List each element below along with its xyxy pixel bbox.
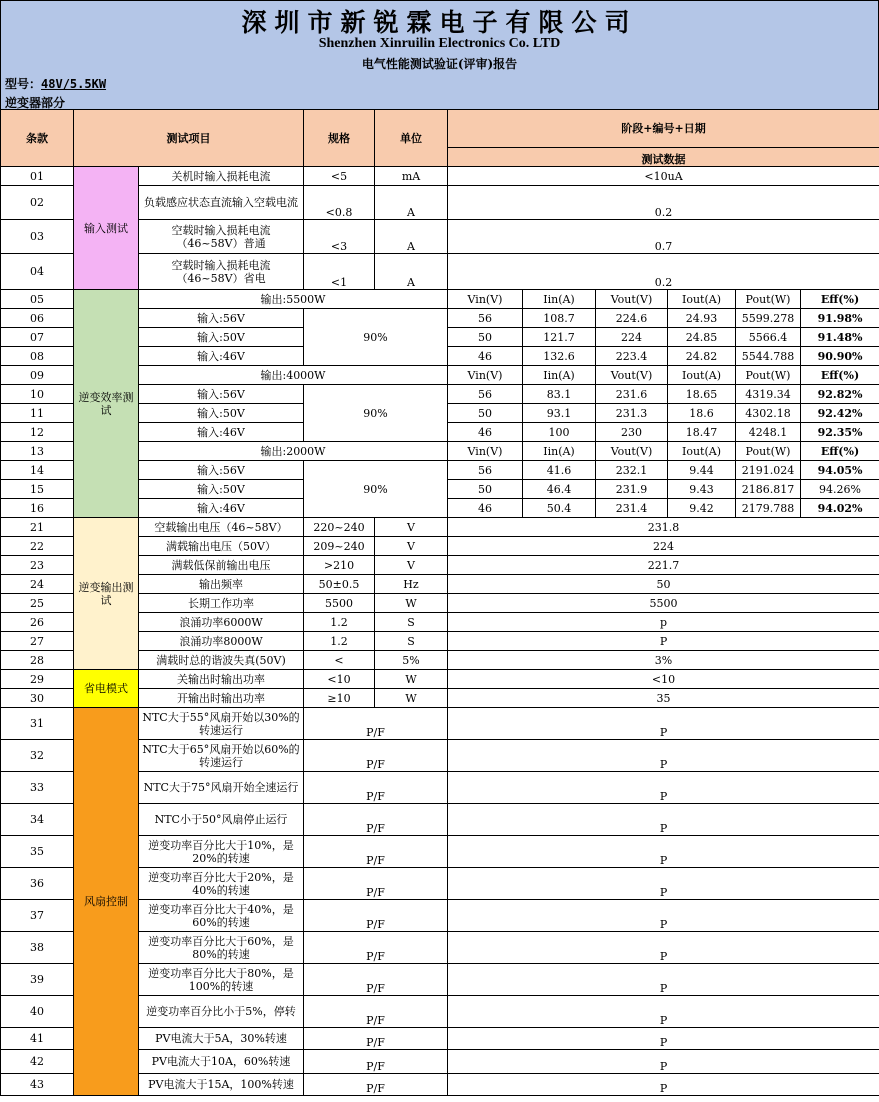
test-item: 空载时输入损耗电流（46~58V）省电 — [139, 254, 304, 290]
efficiency-column-header: Vin(V) — [448, 290, 523, 309]
efficiency-iin: 50.4 — [523, 499, 596, 518]
model-label: 型号： — [5, 77, 42, 91]
efficiency-column-header: Iout(A) — [668, 290, 736, 309]
item-no: 36 — [1, 868, 74, 900]
efficiency-column-header: Vin(V) — [448, 442, 523, 461]
efficiency-eff: 94.26% — [801, 480, 879, 499]
item-no: 30 — [1, 689, 74, 708]
spec: <1 — [304, 254, 375, 290]
test-item: 输入:56V — [139, 309, 304, 328]
unit: S — [375, 632, 448, 651]
test-item: 空载时输入损耗电流（46~58V）普通 — [139, 220, 304, 254]
efficiency-pout: 2179.788 — [736, 499, 801, 518]
test-value: P — [448, 1050, 879, 1074]
test-value: 221.7 — [448, 556, 879, 575]
test-value: P — [448, 932, 879, 964]
category-input-test: 输入测试 — [74, 167, 139, 290]
test-value: 50 — [448, 575, 879, 594]
test-item: NTC小于50°风扇停止运行 — [139, 804, 304, 836]
test-item: 满载时总的谐波失真(50V) — [139, 651, 304, 670]
efficiency-group-title: 输出:4000W — [139, 366, 448, 385]
header-test-data: 测试数据 — [448, 148, 879, 167]
item-no: 04 — [1, 254, 74, 290]
efficiency-iout: 18.65 — [668, 385, 736, 404]
unit: W — [375, 670, 448, 689]
efficiency-column-header: Iout(A) — [668, 366, 736, 385]
efficiency-iin: 100 — [523, 423, 596, 442]
test-value: P — [448, 996, 879, 1028]
item-no: 28 — [1, 651, 74, 670]
efficiency-column-header: Iin(A) — [523, 442, 596, 461]
model-line — [5, 75, 106, 92]
unit: V — [375, 518, 448, 537]
efficiency-column-header: Iin(A) — [523, 290, 596, 309]
table-row — [1, 167, 879, 186]
efficiency-column-header: Eff(%) — [801, 442, 879, 461]
efficiency-pout: 5566.4 — [736, 328, 801, 347]
efficiency-column-header: Pout(W) — [736, 366, 801, 385]
item-no: 32 — [1, 740, 74, 772]
spec: 220~240 — [304, 518, 375, 537]
unit: W — [375, 594, 448, 613]
efficiency-iin: 41.6 — [523, 461, 596, 480]
test-item: 浪涌功率6000W — [139, 613, 304, 632]
test-value: P — [448, 868, 879, 900]
item-no: 33 — [1, 772, 74, 804]
unit: S — [375, 613, 448, 632]
test-value: P — [448, 740, 879, 772]
efficiency-eff: 94.05% — [801, 461, 879, 480]
efficiency-pout: 4319.34 — [736, 385, 801, 404]
item-no: 24 — [1, 575, 74, 594]
test-item: 输出频率 — [139, 575, 304, 594]
test-item: 输入:50V — [139, 404, 304, 423]
spec: 1.2 — [304, 632, 375, 651]
category-power-saving: 省电模式 — [74, 670, 139, 708]
test-value: 35 — [448, 689, 879, 708]
efficiency-eff: 90.90% — [801, 347, 879, 366]
spec: P/F — [304, 900, 448, 932]
item-no: 38 — [1, 932, 74, 964]
test-item: 负载感应状态直流输入空载电流 — [139, 186, 304, 220]
efficiency-spec: 90% — [304, 309, 448, 366]
test-item: 逆变功率百分比小于5%，停转 — [139, 996, 304, 1028]
test-item: PV电流大于15A，100%转速 — [139, 1074, 304, 1096]
efficiency-vin: 46 — [448, 499, 523, 518]
efficiency-iin: 83.1 — [523, 385, 596, 404]
table-header-row — [1, 110, 879, 148]
efficiency-vin: 46 — [448, 423, 523, 442]
test-item: PV电流大于5A，30%转速 — [139, 1028, 304, 1050]
item-no: 03 — [1, 220, 74, 254]
model-value: 48V/5.5KW — [41, 77, 107, 91]
category-efficiency-test: 逆变效率测试 — [74, 290, 139, 518]
item-no: 39 — [1, 964, 74, 996]
header-test-item: 测试项目 — [74, 110, 304, 167]
header-spec: 规格 — [304, 110, 375, 167]
efficiency-group-title: 输出:5500W — [139, 290, 448, 309]
spec: P/F — [304, 932, 448, 964]
spec: <5 — [304, 167, 375, 186]
efficiency-column-header: Pout(W) — [736, 290, 801, 309]
item-no: 29 — [1, 670, 74, 689]
unit: mA — [375, 167, 448, 186]
test-value: P — [448, 1028, 879, 1050]
item-no: 23 — [1, 556, 74, 575]
test-value: 231.8 — [448, 518, 879, 537]
efficiency-iout: 24.82 — [668, 347, 736, 366]
item-no: 35 — [1, 836, 74, 868]
test-value: P — [448, 804, 879, 836]
efficiency-iout: 9.42 — [668, 499, 736, 518]
unit: V — [375, 537, 448, 556]
test-item: 逆变功率百分比大于40%，是60%的转速 — [139, 900, 304, 932]
efficiency-iin: 132.6 — [523, 347, 596, 366]
header-item-no: 条款 — [1, 110, 74, 167]
test-item: 关机时输入损耗电流 — [139, 167, 304, 186]
spec: P/F — [304, 836, 448, 868]
efficiency-vout: 231.3 — [596, 404, 668, 423]
efficiency-iout: 24.93 — [668, 309, 736, 328]
efficiency-iout: 18.6 — [668, 404, 736, 423]
efficiency-column-header: Iout(A) — [668, 442, 736, 461]
test-value: <10 — [448, 670, 879, 689]
test-item: 逆变功率百分比大于60%，是80%的转速 — [139, 932, 304, 964]
efficiency-eff: 92.35% — [801, 423, 879, 442]
efficiency-vout: 230 — [596, 423, 668, 442]
spec: P/F — [304, 964, 448, 996]
test-item: 空载输出电压（46~58V） — [139, 518, 304, 537]
test-item: 输入:56V — [139, 385, 304, 404]
efficiency-pout: 4302.18 — [736, 404, 801, 423]
test-item: 浪涌功率8000W — [139, 632, 304, 651]
item-no: 09 — [1, 366, 74, 385]
efficiency-pout: 2191.024 — [736, 461, 801, 480]
efficiency-vout: 232.1 — [596, 461, 668, 480]
test-item: 输入:50V — [139, 480, 304, 499]
spec: < — [304, 651, 375, 670]
unit: A — [375, 186, 448, 220]
test-value: 0.7 — [448, 220, 879, 254]
efficiency-iout: 9.44 — [668, 461, 736, 480]
test-report-table — [0, 109, 879, 1096]
efficiency-vin: 56 — [448, 309, 523, 328]
test-value: 224 — [448, 537, 879, 556]
efficiency-column-header: Eff(%) — [801, 366, 879, 385]
item-no: 08 — [1, 347, 74, 366]
item-no: 40 — [1, 996, 74, 1028]
efficiency-vout: 231.4 — [596, 499, 668, 518]
item-no: 12 — [1, 423, 74, 442]
efficiency-vin: 56 — [448, 461, 523, 480]
efficiency-vout: 231.9 — [596, 480, 668, 499]
report-title: 电气性能测试验证(评审)报告 — [361, 57, 518, 71]
test-value: P — [448, 772, 879, 804]
spec: <0.8 — [304, 186, 375, 220]
test-value: P — [448, 708, 879, 740]
company-english-name: Shenzhen Xinruilin Electronics Co. LTD — [318, 36, 561, 51]
unit: A — [375, 254, 448, 290]
efficiency-group-title: 输出:2000W — [139, 442, 448, 461]
item-no: 34 — [1, 804, 74, 836]
unit: 5% — [375, 651, 448, 670]
spec: P/F — [304, 1050, 448, 1074]
item-no: 07 — [1, 328, 74, 347]
report-header — [0, 0, 879, 110]
efficiency-pout: 2186.817 — [736, 480, 801, 499]
test-item: 逆变功率百分比大于10%，是20%的转速 — [139, 836, 304, 868]
table-row — [1, 290, 879, 309]
test-value: P — [448, 900, 879, 932]
item-no: 27 — [1, 632, 74, 651]
efficiency-iin: 108.7 — [523, 309, 596, 328]
spec: 209~240 — [304, 537, 375, 556]
spec: P/F — [304, 740, 448, 772]
efficiency-iin: 121.7 — [523, 328, 596, 347]
spec: P/F — [304, 708, 448, 740]
item-no: 02 — [1, 186, 74, 220]
test-value: P — [448, 632, 879, 651]
header-stage: 阶段+编号+日期 — [448, 110, 879, 148]
section-title: 逆变器部分 — [5, 96, 66, 110]
unit: W — [375, 689, 448, 708]
unit: V — [375, 556, 448, 575]
spec: ≥10 — [304, 689, 375, 708]
efficiency-vin: 56 — [448, 385, 523, 404]
efficiency-eff: 92.82% — [801, 385, 879, 404]
item-no: 05 — [1, 290, 74, 309]
test-item: 输入:46V — [139, 499, 304, 518]
table-row — [1, 670, 879, 689]
spec: P/F — [304, 1028, 448, 1050]
efficiency-vout: 231.6 — [596, 385, 668, 404]
item-no: 21 — [1, 518, 74, 537]
efficiency-column-header: Iin(A) — [523, 366, 596, 385]
item-no: 42 — [1, 1050, 74, 1074]
test-value: p — [448, 613, 879, 632]
item-no: 11 — [1, 404, 74, 423]
spec: 1.2 — [304, 613, 375, 632]
efficiency-vout: 224.6 — [596, 309, 668, 328]
item-no: 01 — [1, 167, 74, 186]
table-row — [1, 708, 879, 740]
test-value: 0.2 — [448, 254, 879, 290]
test-item: 输入:46V — [139, 423, 304, 442]
efficiency-vout: 223.4 — [596, 347, 668, 366]
efficiency-vin: 46 — [448, 347, 523, 366]
header-unit: 单位 — [375, 110, 448, 167]
efficiency-column-header: Vout(V) — [596, 442, 668, 461]
efficiency-iout: 24.85 — [668, 328, 736, 347]
test-value: <10uA — [448, 167, 879, 186]
item-no: 15 — [1, 480, 74, 499]
efficiency-column-header: Pout(W) — [736, 442, 801, 461]
spec: 50±0.5 — [304, 575, 375, 594]
item-no: 22 — [1, 537, 74, 556]
test-item: NTC大于55°风扇开始以30%的转速运行 — [139, 708, 304, 740]
efficiency-eff: 92.42% — [801, 404, 879, 423]
test-value: P — [448, 964, 879, 996]
spec: <3 — [304, 220, 375, 254]
efficiency-vout: 224 — [596, 328, 668, 347]
efficiency-pout: 4248.1 — [736, 423, 801, 442]
test-item: 逆变功率百分比大于80%，是100%的转速 — [139, 964, 304, 996]
efficiency-eff: 91.98% — [801, 309, 879, 328]
test-item: 满载低保前输出电压 — [139, 556, 304, 575]
item-no: 16 — [1, 499, 74, 518]
test-item: 开输出时输出功率 — [139, 689, 304, 708]
efficiency-iin: 93.1 — [523, 404, 596, 423]
category-output-test: 逆变输出测试 — [74, 518, 139, 670]
item-no: 37 — [1, 900, 74, 932]
item-no: 06 — [1, 309, 74, 328]
efficiency-column-header: Vout(V) — [596, 366, 668, 385]
item-no: 10 — [1, 385, 74, 404]
efficiency-iout: 9.43 — [668, 480, 736, 499]
efficiency-vin: 50 — [448, 328, 523, 347]
efficiency-iin: 46.4 — [523, 480, 596, 499]
test-value: 0.2 — [448, 186, 879, 220]
spec: P/F — [304, 996, 448, 1028]
test-value: P — [448, 1074, 879, 1096]
efficiency-pout: 5599.278 — [736, 309, 801, 328]
unit: Hz — [375, 575, 448, 594]
efficiency-vin: 50 — [448, 404, 523, 423]
item-no: 43 — [1, 1074, 74, 1096]
test-item: NTC大于75°风扇开始全速运行 — [139, 772, 304, 804]
efficiency-eff: 91.48% — [801, 328, 879, 347]
test-item: 长期工作功率 — [139, 594, 304, 613]
spec: >210 — [304, 556, 375, 575]
spec: P/F — [304, 868, 448, 900]
test-value: P — [448, 836, 879, 868]
test-value: 3% — [448, 651, 879, 670]
test-item: PV电流大于10A，60%转速 — [139, 1050, 304, 1074]
company-name: 深圳市新锐霖电子有限公司 — [241, 8, 638, 37]
test-item: 输入:46V — [139, 347, 304, 366]
test-item: 输入:56V — [139, 461, 304, 480]
efficiency-iout: 18.47 — [668, 423, 736, 442]
spec: P/F — [304, 772, 448, 804]
table-row — [1, 518, 879, 537]
efficiency-pout: 5544.788 — [736, 347, 801, 366]
spec: P/F — [304, 1074, 448, 1096]
unit: A — [375, 220, 448, 254]
item-no: 26 — [1, 613, 74, 632]
efficiency-spec: 90% — [304, 385, 448, 442]
item-no: 14 — [1, 461, 74, 480]
efficiency-spec: 90% — [304, 461, 448, 518]
spec: P/F — [304, 804, 448, 836]
category-fan-control: 风扇控制 — [74, 708, 139, 1096]
efficiency-column-header: Eff(%) — [801, 290, 879, 309]
efficiency-column-header: Vin(V) — [448, 366, 523, 385]
test-item: 满载输出电压（50V） — [139, 537, 304, 556]
test-item: 输入:50V — [139, 328, 304, 347]
efficiency-eff: 94.02% — [801, 499, 879, 518]
test-item: NTC大于65°风扇开始以60%的转速运行 — [139, 740, 304, 772]
test-item: 关输出时输出功率 — [139, 670, 304, 689]
item-no: 31 — [1, 708, 74, 740]
item-no: 13 — [1, 442, 74, 461]
spec: 5500 — [304, 594, 375, 613]
test-item: 逆变功率百分比大于20%，是40%的转速 — [139, 868, 304, 900]
item-no: 41 — [1, 1028, 74, 1050]
efficiency-column-header: Vout(V) — [596, 290, 668, 309]
test-value: 5500 — [448, 594, 879, 613]
efficiency-vin: 50 — [448, 480, 523, 499]
spec: <10 — [304, 670, 375, 689]
item-no: 25 — [1, 594, 74, 613]
